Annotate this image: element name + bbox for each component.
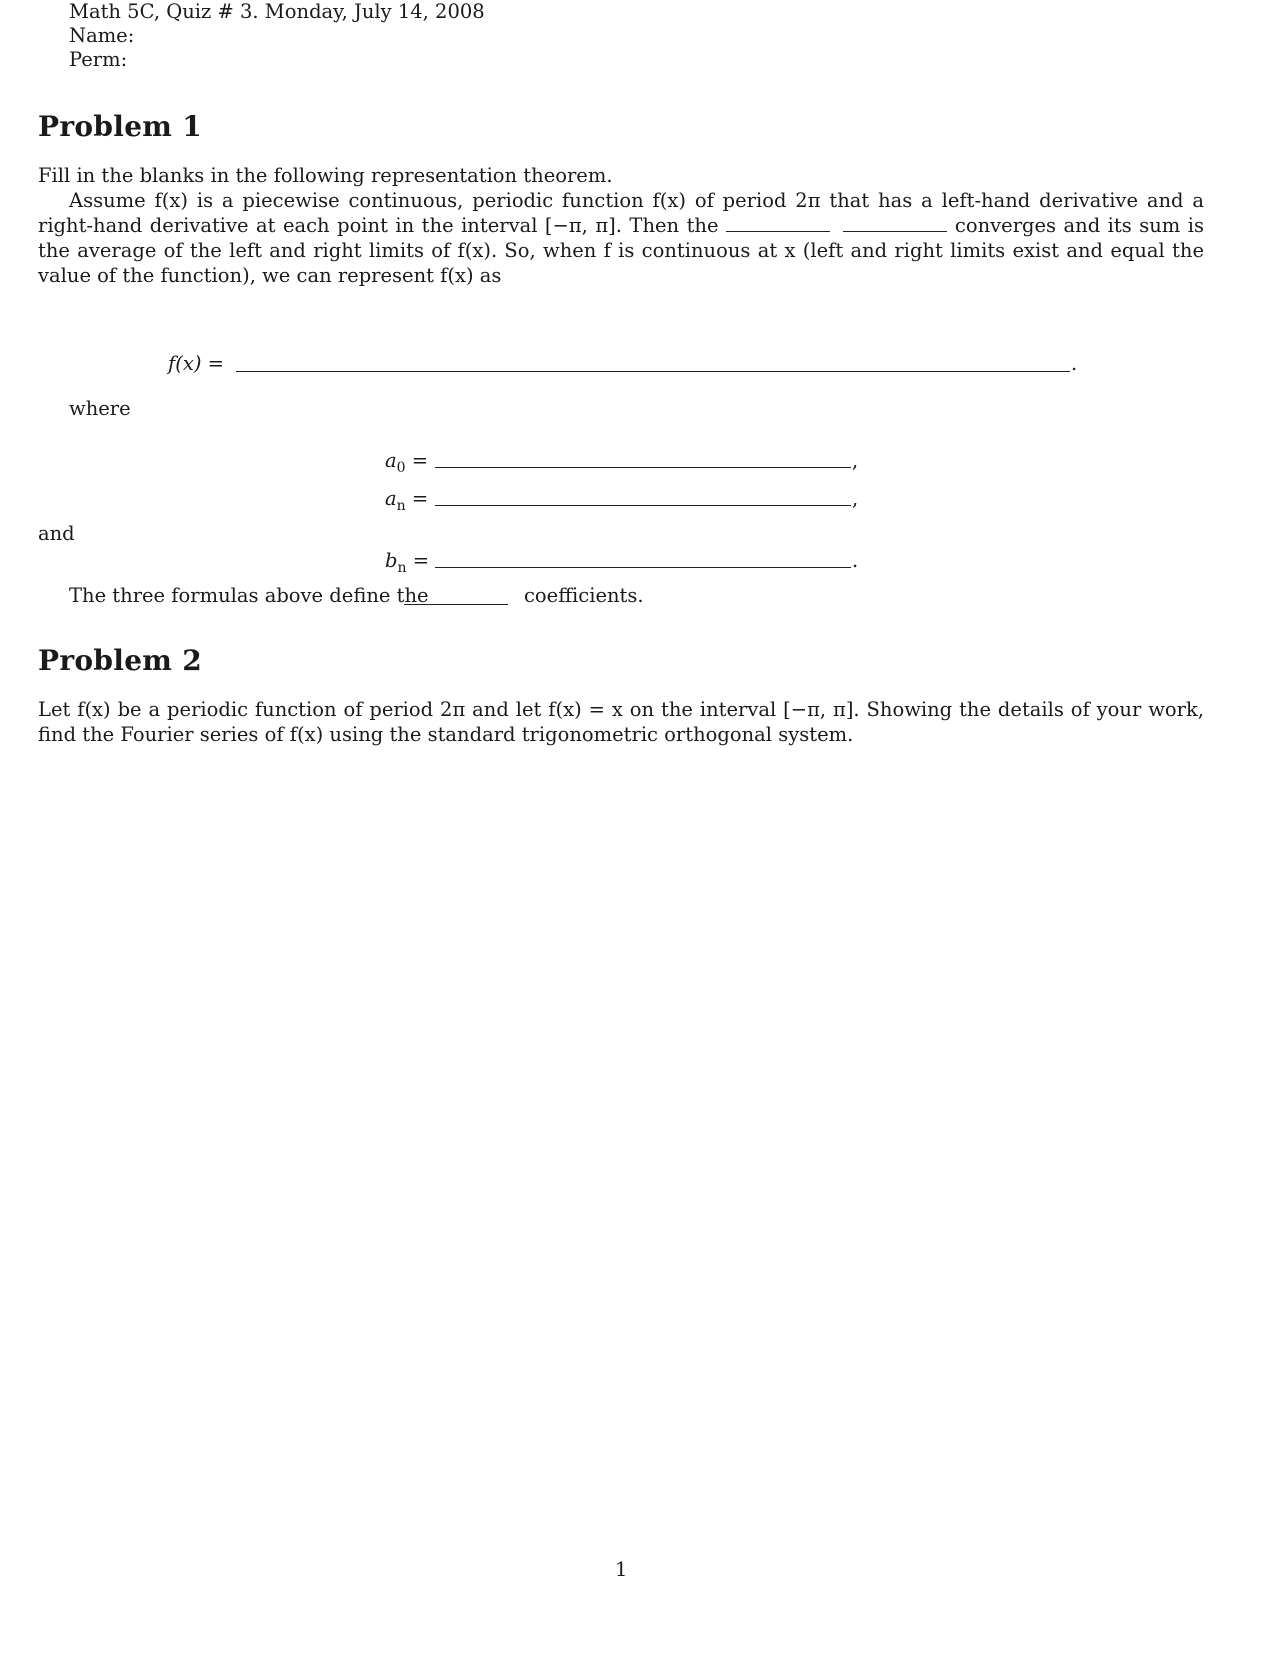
fx-answer-blank[interactable] <box>236 371 1070 372</box>
bn-end-punct: . <box>852 549 859 572</box>
an-answer-blank[interactable] <box>435 505 851 506</box>
problem1-theorem-paragraph <box>38 188 1204 288</box>
fx-label <box>168 352 224 376</box>
a0-label <box>385 449 428 475</box>
fx-end-punct: . <box>1071 352 1078 375</box>
problem1-heading: Problem 1 <box>38 110 203 143</box>
an-end-punct: , <box>852 487 859 510</box>
bn-answer-blank[interactable] <box>435 567 851 568</box>
problem2-text: Let f(x) be a periodic function of period 2π and let f(x) = x on the interval [−π, π]. Showing the details of your work, find the Fourier series of f(x) using the standard trigonometric orthogonal system. <box>38 698 1204 746</box>
and-label: and <box>38 522 75 545</box>
theorem-text-part1: Assume f(x) is a piecewise continuous, periodic function f(x) of period 2π that has a left-hand derivative and a right-hand derivative at each point in the interval [−π, π]. Then the <box>38 189 1204 237</box>
series-name-blank-2[interactable] <box>843 215 947 232</box>
formulas-text: The three formulas above define the <box>69 584 429 607</box>
bn-label <box>385 549 429 575</box>
an-var: a <box>385 487 397 510</box>
problem1-intro: Fill in the blanks in the following representation theorem. <box>38 164 613 187</box>
an-sub: n <box>396 498 406 514</box>
problem2-heading: Problem 2 <box>38 644 203 677</box>
a0-end-punct: , <box>852 449 859 472</box>
quiz-title: Math 5C, Quiz # 3. Monday, July 14, 2008 <box>69 0 485 23</box>
an-equals: = <box>411 487 429 510</box>
perm-label: Perm: <box>69 48 128 71</box>
coefficients-name-blank[interactable] <box>404 604 508 605</box>
a0-equals: = <box>411 449 429 472</box>
name-label: Name: <box>69 24 135 47</box>
a0-sub: 0 <box>396 460 406 476</box>
a0-var: a <box>385 449 397 472</box>
a0-answer-blank[interactable] <box>435 467 851 468</box>
bn-var: b <box>385 549 398 572</box>
coefficients-text: coefficients. <box>524 584 644 607</box>
an-label <box>385 487 428 513</box>
series-name-blank-1[interactable] <box>726 215 830 232</box>
theorem-text-part2: converges and its sum is the average of the left and right limits of f(x). So, when f is continuous at x (left and right limits exist and equal the value of the function), we can represent f(x) as <box>38 214 1204 287</box>
bn-sub: n <box>397 560 407 576</box>
fx-label-text: f(x) = <box>168 352 224 375</box>
page-number: 1 <box>615 1558 628 1581</box>
where-label: where <box>69 397 131 420</box>
bn-equals: = <box>412 549 430 572</box>
